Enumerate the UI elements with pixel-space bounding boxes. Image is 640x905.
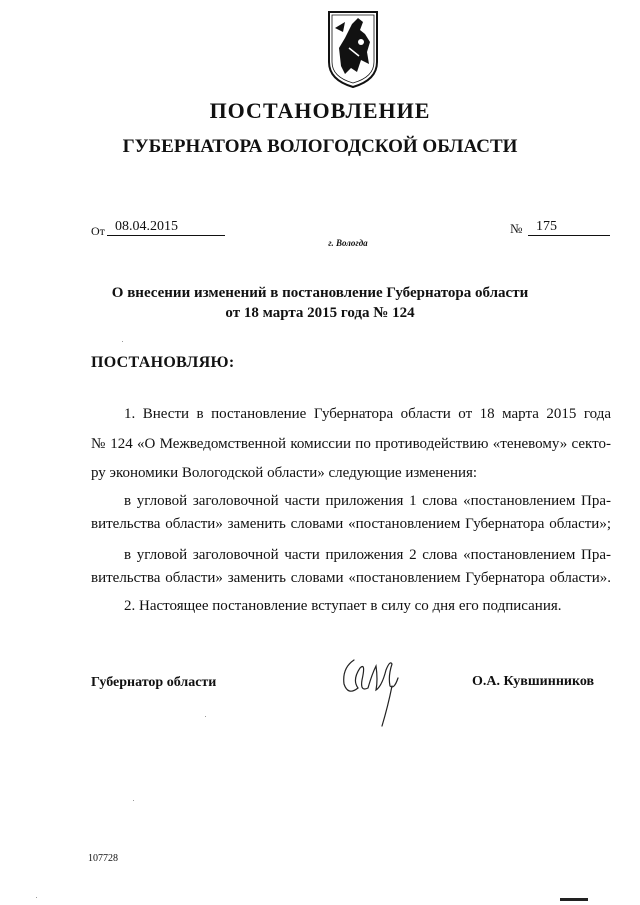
body-line: вительства области» заменить словами «постановлением Губернатора области»;	[91, 516, 611, 532]
date-value: 08.04.2015	[107, 218, 225, 236]
number-label: №	[510, 221, 523, 236]
heading-line-2: от 18 марта 2015 года № 124	[225, 305, 415, 321]
city-label: г. Вологда	[328, 238, 368, 248]
scan-speck	[133, 800, 134, 801]
document-code: 107728	[88, 853, 118, 864]
date-label: От	[91, 224, 105, 238]
document-subtitle: ГУБЕРНАТОРА ВОЛОГОДСКОЙ ОБЛАСТИ	[122, 136, 518, 157]
body-line: вительства области» заменить словами «постановлением Губернатора области».	[91, 570, 611, 586]
signatory-position: Губернатор области	[91, 675, 217, 690]
signatory-name: О.А. Кувшинников	[472, 674, 595, 689]
scan-speck	[122, 341, 123, 342]
body-line: в угловой заголовочной части приложения 2 слова «постановлением Пра-	[124, 547, 611, 563]
heading-line-1: О внесении изменений в постановление Губернатора области	[111, 285, 529, 301]
body-line: № 124 «О Межведомственной комиссии по противодействию «теневому» секто-	[91, 436, 611, 452]
scan-speck	[205, 716, 206, 717]
coat-of-arms-icon	[325, 8, 381, 90]
body-line: 1. Внести в постановление Губернатора области от 18 марта 2015 года	[124, 406, 611, 422]
barcode-mark	[560, 898, 588, 901]
document-title: ПОСТАНОВЛЕНИЕ	[209, 98, 431, 123]
body-line: ру экономики Вологодской области» следующие изменения:	[91, 465, 478, 481]
body-line: в угловой заголовочной части приложения 1 слова «постановлением Пра-	[124, 493, 611, 509]
scan-speck	[36, 897, 37, 898]
body-line: 2. Настоящее постановление вступает в силу со дня его подписания.	[124, 598, 562, 614]
resolve-heading: ПОСТАНОВЛЯЮ:	[91, 354, 235, 371]
number-value: 175	[528, 218, 610, 236]
handwritten-signature-icon	[338, 650, 402, 730]
